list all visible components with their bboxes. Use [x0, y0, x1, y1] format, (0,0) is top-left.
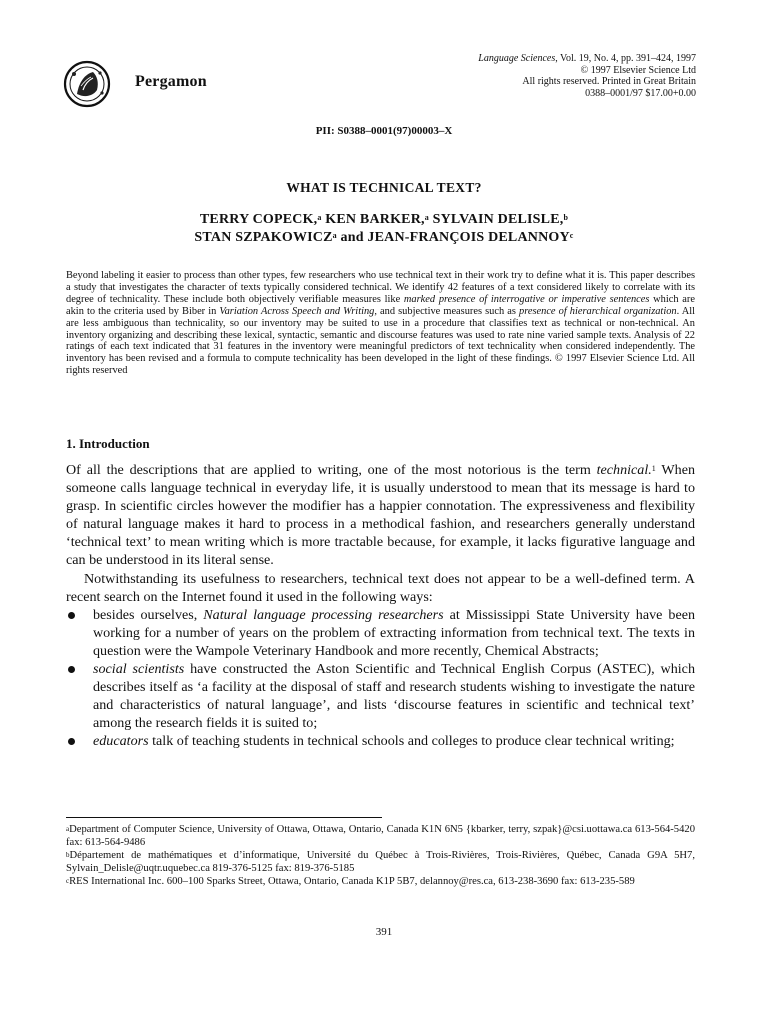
author-name: and JEAN-FRANÇOIS DELANNOY [336, 230, 570, 245]
list-item: besides ourselves, Natural language processing researchers at Mississippi State University have been working for a number of years on the problem of extracting information from technical text. The texts in question were the Wampole Veterinary Handbook and more recently, Chemical Abstracts; [66, 606, 695, 660]
author-list [0, 211, 768, 247]
footnote-divider [66, 817, 382, 818]
footnote: $^b$Département de mathématiques et d’informatique, Université du Québec à Trois-Rivières, Trois-Rivières, Québec, Canada G9A 5H7, Sylvain_Delisle@uqtr.uquebec.ca 819-376-5125 fax: 819-376-5185 [66, 850, 695, 874]
abstract-emphasis: presence of hierarchical organization [519, 305, 677, 317]
publisher-name: Pergamon [135, 73, 207, 90]
bullet-icon [68, 738, 75, 745]
journal-citation [478, 53, 696, 99]
abstract-emphasis: Variation Across Speech and Writing [219, 305, 375, 317]
affiliation-mark: c [569, 231, 574, 240]
footnote: $^a$Department of Computer Science, University of Ottawa, Ottawa, Ontario, Canada K1N 6N5 {kbarker, terry, szpak}@csi.uottawa.ca 613-564-5420 fax: 613-564-9486 [66, 824, 695, 848]
footnote-mark: c [66, 877, 70, 885]
affiliation-mark: a [317, 213, 322, 222]
bullet-icon [68, 612, 75, 619]
paper-title: WHAT IS TECHNICAL TEXT? [286, 180, 482, 195]
abstract-text: Beyond labeling it easier to process than other types, few researchers who use technical text in their work try to define what it is. This paper describes a study that investigates the character of texts typically considered technical. We identify 42 features of a text considered likely to correlate with its degree of technicality. These include both objectively verifiable measures like [66, 270, 695, 305]
list-item: social scientists have constructed the Aston Scientific and Technical English Corpus (ASTEC), which describes itself as ‘a facility at the disposal of staff and research students wishing to investigate the nature and characteristics of natural language’, and lists ‘discourse features in scientific and technical text’ among the research fields it is suited to; [66, 660, 695, 732]
list-item: educators talk of teaching students in technical schools and colleges to produce clear technical writing; [66, 732, 695, 750]
elsevier-tree-logo-icon [63, 60, 121, 108]
pii-identifier: PII: S0388–0001(97)00003–X [315, 125, 453, 137]
page-number: 391 [375, 926, 393, 938]
paragraph: Of all the descriptions that are applied to writing, one of the most notorious is the term technical.$^1$ When someone calls language technical in everyday life, it is usually understood to mean that its message is hard to grasp. In scientific circles however the modifier has a happier connotation. The expressiveness and flexibility of natural language makes it hard to process in a methodical fashion, and researchers generally understand ‘technical text’ to mean writing which is more tractable because, for example, it lacks figurative language and can be understood in its literal sense. [66, 462, 696, 569]
abstract-text: . All are less ambiguous than technicality, so our inventory may be suited to use in a procedure that classifies text as technical or non-technical. An inventory organizing and describing these lexical, syntactic, semantic and discourse features was used to rate nine varied sample texts. Analysis of 22 ratings of each text indicated that 31 features in the inventory were meaningful predictors of text technicality when considered independently. The inventory has been revised and a formula to compute technicality has been developed in the light of these findings. © 1997 Elsevier Science Ltd. All rights reserved [66, 305, 696, 377]
author-name: STAN SZPAKOWICZ [194, 230, 333, 245]
body-text [66, 461, 695, 751]
abstract-text: , and subjective measures such as [374, 305, 519, 317]
affiliation-mark: b [563, 213, 569, 222]
author-name: KEN BARKER, [321, 212, 425, 227]
abstract-emphasis: marked presence of interrogative or imperative sentences [403, 293, 650, 305]
affiliation-mark: a [424, 213, 429, 222]
footnote-mark: a [66, 825, 70, 833]
bullet-icon [68, 666, 75, 673]
abstract-text: which are akin to the criteria used by Biber in [66, 293, 695, 317]
rights-line: All rights reserved. Printed in Great Britain [522, 76, 696, 87]
abstract [66, 270, 695, 377]
section-heading: 1. Introduction [66, 436, 150, 451]
footnote: $^c$RES International Inc. 600–100 Sparks Street, Ottawa, Ontario, Canada K1P 5B7, delannoy@res.ca, 613-238-3690 fax: 613-235-589 [66, 876, 635, 887]
bullet-list [66, 606, 695, 751]
author-name: SYLVAIN DELISLE, [428, 212, 564, 227]
copyright-line: © 1997 Elsevier Science Ltd [580, 64, 696, 76]
affiliation-mark: a [332, 231, 337, 240]
journal-name: Language Sciences [478, 53, 556, 64]
footnote-mark: b [66, 851, 70, 859]
footnotes [66, 823, 695, 888]
author-name: TERRY COPECK, [199, 212, 318, 227]
issn-line: 0388–0001/97 $17.00+0.00 [585, 87, 696, 99]
footnote-ref: 1 [651, 464, 656, 473]
journal-volume: , Vol. 19, No. 4, pp. 391–424, 1997 [555, 53, 696, 64]
paragraph: Notwithstanding its usefulness to researchers, technical text does not appear to be a well-defined term. A recent search on the Internet found it used in the following ways: [66, 570, 695, 605]
